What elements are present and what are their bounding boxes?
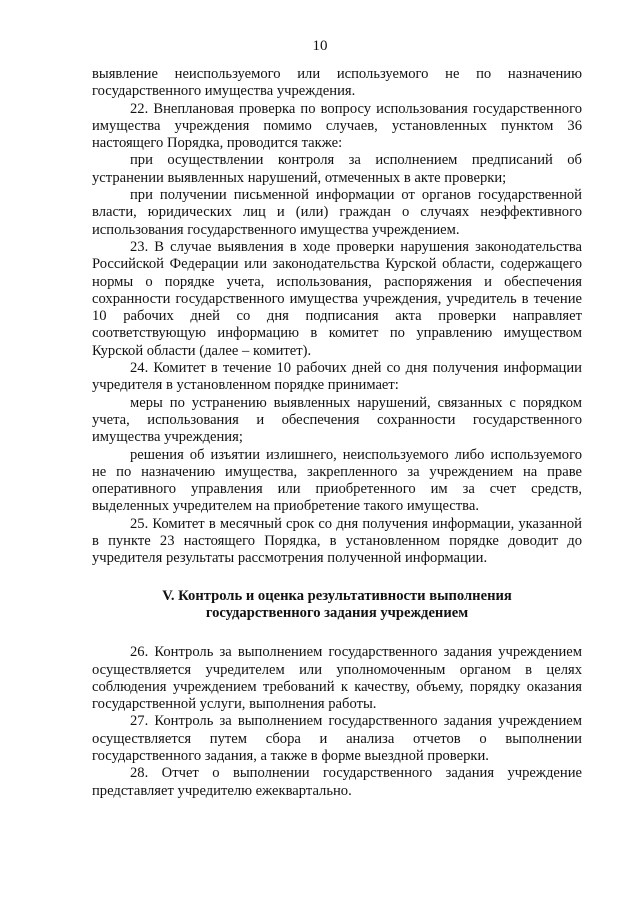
- paragraph-26: 26. Контроль за выполнением государственного задания учреждением осуществляется учредителем или уполномоченным органом в целях соблюдения учреждением требований к качеству, объему, порядку оказания государственной услуги, выполнения работы.: [92, 644, 582, 713]
- section-heading: [92, 588, 582, 623]
- paragraph-22-item-2: при получении письменной информации от органов государственной власти, юридических лиц и (или) граждан о случаях неэффективного использования государственного имущества учреждением.: [92, 187, 582, 238]
- paragraph-24-item-2: решения об изъятии излишнего, неиспользуемого либо используемого не по назначению имущества, закрепленного за учреждением на праве оперативного управления или приобретенного им за счет средств, выделенных учредителем на приобретение такого имущества.: [92, 446, 582, 515]
- section-heading-line-1: V. Контроль и оценка результативности выполнения: [162, 587, 512, 604]
- paragraph-27: 27. Контроль за выполнением государственного задания учреждением осуществляется путем сбора и анализа отчетов о выполнении государственного задания, а также в форме выездной проверки.: [92, 713, 582, 764]
- page-number: 10: [312, 38, 328, 54]
- paragraph-24-item-1: меры по устранению выявленных нарушений, связанных с порядком учета, использования и обеспечения сохранности государственного имущества учреждения;: [92, 394, 582, 446]
- document-body: [92, 66, 582, 800]
- paragraph-continuation: выявление неиспользуемого или используемого не по назначению государственного имущества учреждения.: [92, 66, 582, 100]
- paragraph-23: 23. В случае выявления в ходе проверки нарушения законодательства Российской Федерации или законодательства Курской области, содержащего нормы о порядке учета, использования, распоряжения и обеспечения сохранности государственного имущества учреждения, учредитель в течение 10 рабочих дней со дня подписания акта проверки направляет соответствующую информацию в комитет по управлению имуществом Курской области (далее – комитет).: [92, 238, 582, 359]
- paragraph-28: 28. Отчет о выполнении государственного задания учреждение представляет учредителю ежеквартально.: [92, 765, 582, 799]
- paragraph-22-item-1: при осуществлении контроля за исполнением предписаний об устранении выявленных нарушений, отмеченных в акте проверки;: [92, 152, 582, 186]
- paragraph-22: 22. Внеплановая проверка по вопросу использования государственного имущества учреждения помимо случаев, установленных пунктом 36 настоящего Порядка, проводится также:: [92, 100, 582, 152]
- paragraph-24: 24. Комитет в течение 10 рабочих дней со дня получения информации учредителя в установленном порядке принимает:: [92, 360, 582, 394]
- paragraph-25: 25. Комитет в месячный срок со дня получения информации, указанной в пункте 23 настоящего Порядка, в установленном порядке доводит до учредителя результаты рассмотрения полученной информации.: [92, 515, 582, 567]
- section-heading-line-2: государственного задания учреждением: [205, 604, 469, 621]
